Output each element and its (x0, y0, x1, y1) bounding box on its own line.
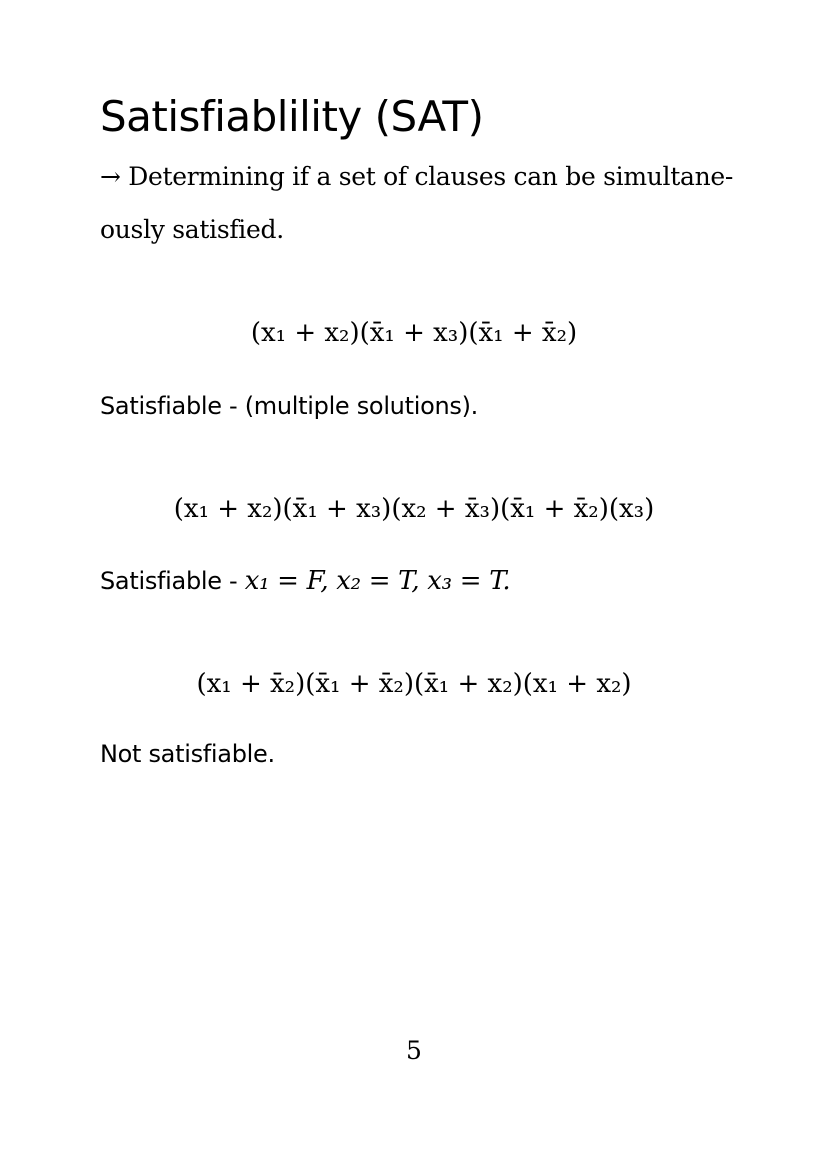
result-2-prefix: Satisfiable - (100, 567, 245, 595)
result-1: Satisfiable - (multiple solutions). (100, 392, 478, 420)
intro-line-1: → Determining if a set of clauses can be simultane- (100, 162, 734, 191)
page-number: 5 (406, 1036, 422, 1065)
result-2-assignment: x₁ = F, x₂ = T, x₃ = T. (244, 566, 511, 596)
result-3: Not satisfiable. (100, 740, 275, 768)
intro-line-2: ously satisfied. (100, 215, 284, 244)
expression-1: (x₁ + x₂)(x̄₁ + x₃)(x̄₁ + x̄₂) (250, 318, 578, 348)
result-2 (100, 566, 510, 596)
expression-3: (x₁ + x̄₂)(x̄₁ + x̄₂)(x̄₁ + x₂)(x₁ + x₂) (196, 669, 632, 699)
expression-2: (x₁ + x₂)(x̄₁ + x₃)(x₂ + x̄₃)(x̄₁ + x̄₂)(x₃) (173, 494, 655, 524)
slide-title: Satisfiablility (SAT) (100, 92, 484, 141)
